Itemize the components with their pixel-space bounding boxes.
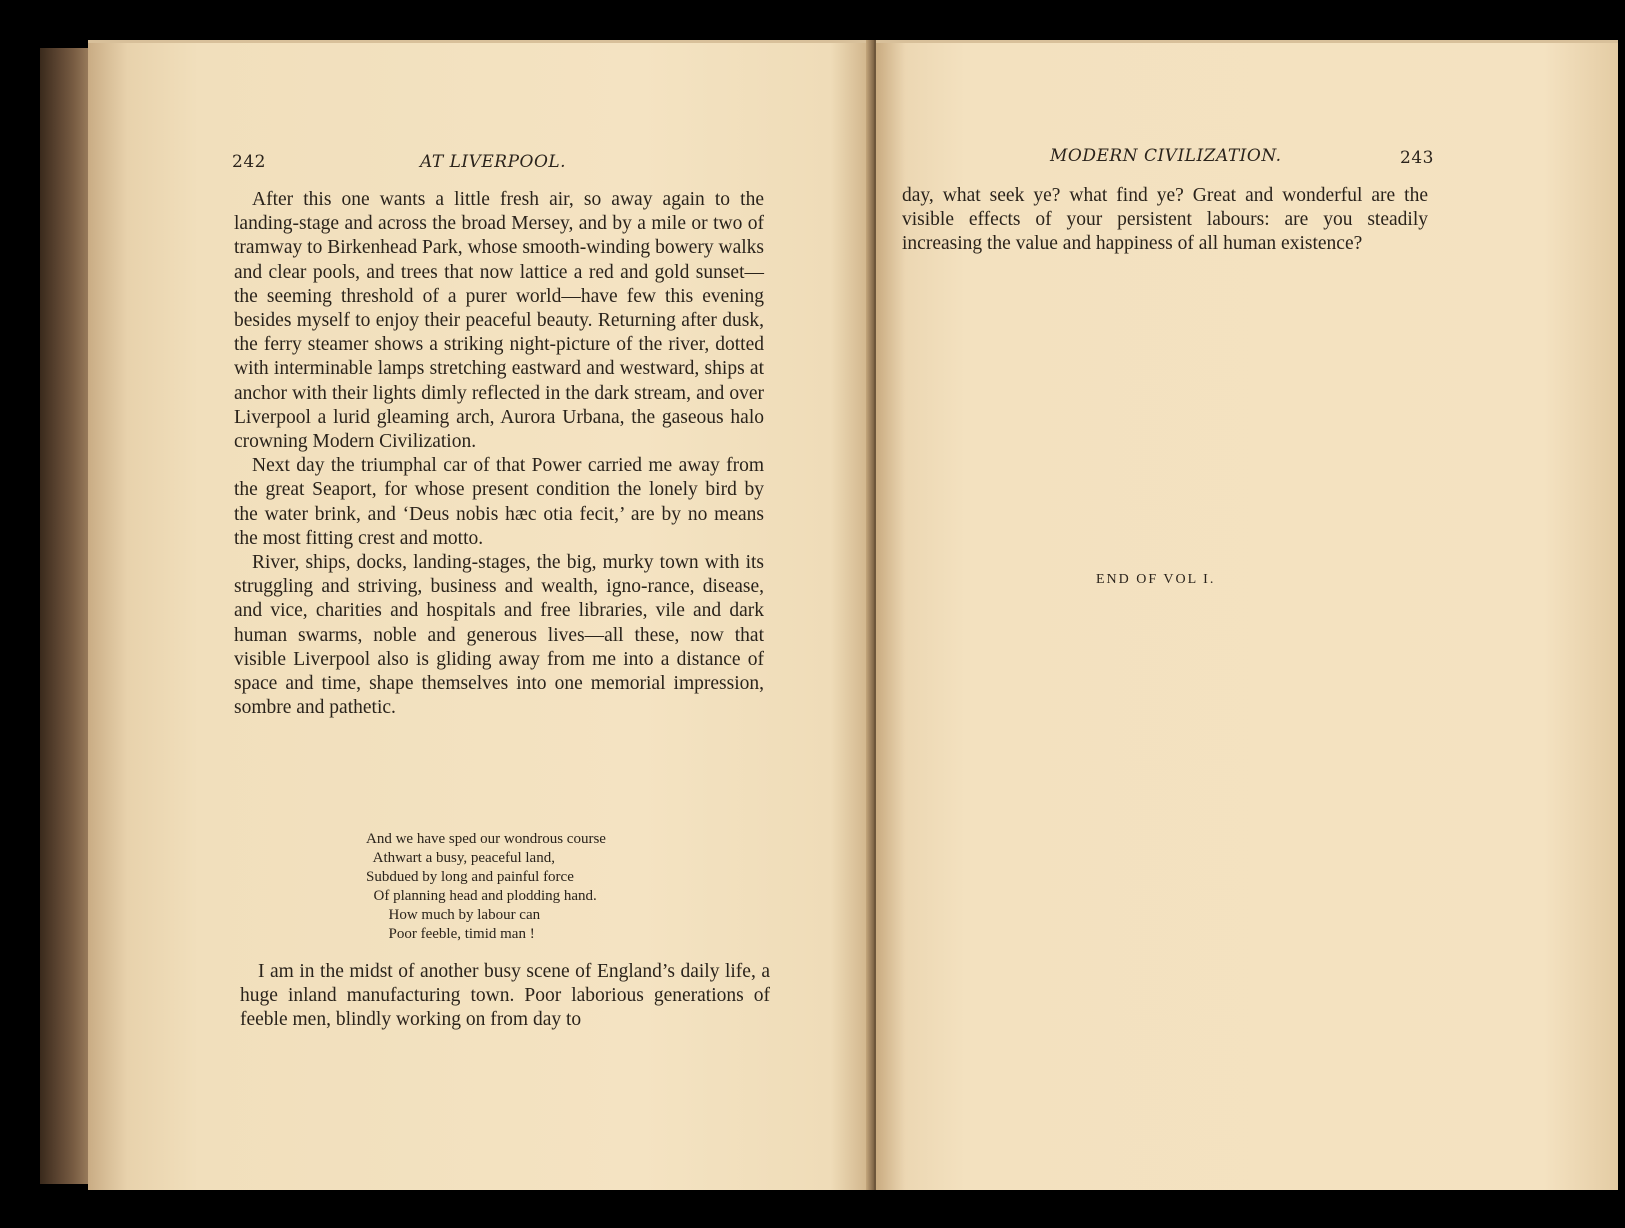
right-running-head: MODERN CIVILIZATION. [1050,146,1282,166]
right-page-number: 243 [1400,148,1434,168]
poem-line: Subdued by long and painful force [366,869,574,885]
left-closing-text [240,960,770,1033]
poem-stanza [366,830,606,944]
right-paragraph: day, what seek ye? what find ye? Great and wonderful are the visible effects of your persistent labours: are you steadily increasing the value and happiness of all human existence? [902,185,1428,255]
paragraph-1: After this one wants a little fresh air, so away again to the landing-stage and across the broad Mersey, and by a mile or two of tramway to Birkenhead Park, whose smooth-winding bowery walks and clear pools, and trees that now lattice a red and gold sunset—the seeming threshold of a purer world—have few this evening besides myself to enjoy their peaceful beauty. Returning after dusk, the ferry steamer shows a striking night-picture of the river, dotted with interminable lamps stretching eastward and westward, ships at anchor with their lights dimly reflected in the dark stream, and over Liverpool a lurid gleaming arch, Aurora Urbana, the gaseous halo crowning Modern Civilization. [234,189,764,453]
end-of-volume-note: END OF VOL I. [1096,572,1216,587]
left-body-text [234,188,764,720]
paragraph-2: Next day the triumphal car of that Power carried me away from the great Seaport, for whose present condition the lonely bird by the water brink, and ‘Deus nobis hæc otia fecit,’ are by no means the most fitting crest and motto. [234,455,764,549]
right-body-text [902,184,1428,257]
poem-line: Athwart a busy, peaceful land, [366,850,555,866]
poem-line: Of planning head and plodding hand. [366,888,597,904]
poem-line: And we have sped our wondrous course [366,831,606,847]
poem-line: Poor feeble, timid man ! [366,926,535,942]
poem-line: How much by labour can [366,907,541,923]
left-page-number: 242 [232,152,266,172]
left-running-head: AT LIVERPOOL. [420,152,567,172]
closing-paragraph: I am in the midst of another busy scene of England’s daily life, a huge inland manufacturing town. Poor laborious generations of feeble men, blindly working on from day to [240,961,770,1031]
paragraph-3: River, ships, docks, landing-stages, the big, murky town with its struggling and striving, business and wealth, igno-rance, disease, and vice, charities and hospitals and free libraries, vile and dark human swarms, noble and generous lives—all these, now that visible Liverpool also is gliding away from me into a distance of space and time, shape themselves into one memorial impression, sombre and pathetic. [234,552,764,719]
